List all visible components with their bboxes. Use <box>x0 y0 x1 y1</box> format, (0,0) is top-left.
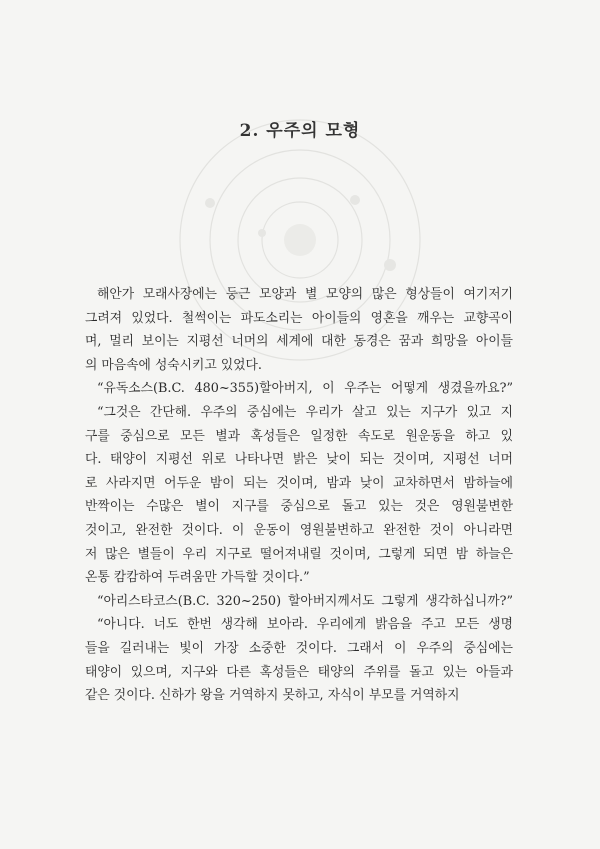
text-line: 반짝이는 수많은 별이 지구를 중심으로 돌고 있는 것은 영원불변한 <box>85 499 513 515</box>
text-line: 로 사라지면 어두운 밤이 되는 것이며, 밤과 낮이 교차하면서 밤하늘에 <box>85 475 513 491</box>
text-line: “아리스타코스(B.C. 320~250) 할아버지께서도 그렇게 생각하십니까?” <box>97 593 513 609</box>
text-line: 들을 길러내는 빛이 가장 소중한 것이다. 그래서 이 우주의 중심에는 <box>85 640 513 656</box>
text-line: 온통 캄캄하여 두려움만 가득할 것이다.” <box>85 570 310 586</box>
text-line: “그것은 간단해. 우주의 중심에는 우리가 살고 있는 지구가 있고 지 <box>97 404 513 420</box>
text-line: “유독소스(B.C. 480~355)할아버지, 이 우주는 어떻게 생겼을까요?” <box>97 381 513 397</box>
text-line: 해안가 모래사장에는 둥근 모양과 별 모양의 많은 형상들이 여기저기 <box>97 287 513 302</box>
text-line: 태양이 있으며, 지구와 다른 혹성들은 태양의 주위를 돌고 있는 아들과 <box>85 664 513 680</box>
text-line: 다. 태양이 지평선 위로 나타나면 밝은 낮이 되는 것이며, 지평선 너머 <box>85 452 513 468</box>
text-line: 것이고, 완전한 것이다. 이 운동이 영원불변하고 완전한 것이 아니라면 <box>85 522 513 538</box>
text-line: 그려져 있었다. 철썩이는 파도소리는 아이들의 영혼을 깨우는 교향곡이 <box>85 310 513 326</box>
body-text <box>85 283 513 708</box>
chapter-title: 2. 우주의 모형 <box>239 121 361 141</box>
text-line: 저 많은 별들이 우리 지구로 떨어져내릴 것이며, 그렇게 되면 밤 하늘은 <box>85 546 513 562</box>
text-line: 같은 것이다. 신하가 왕을 거역하지 못하고, 자식이 부모를 거역하지 <box>85 688 460 704</box>
text-line: 의 마음속에 성숙시키고 있었다. <box>85 357 262 373</box>
text-line: “아니다. 너도 한번 생각해 보아라. 우리에게 밝음을 주고 모든 생명 <box>97 617 513 633</box>
text-line: 구를 중심으로 모든 별과 혹성들은 일정한 속도로 원운동을 하고 있 <box>85 428 513 444</box>
text-line: 며, 멀리 보이는 지평선 너머의 세계에 대한 동경은 꿈과 희망을 아이들 <box>85 334 513 350</box>
